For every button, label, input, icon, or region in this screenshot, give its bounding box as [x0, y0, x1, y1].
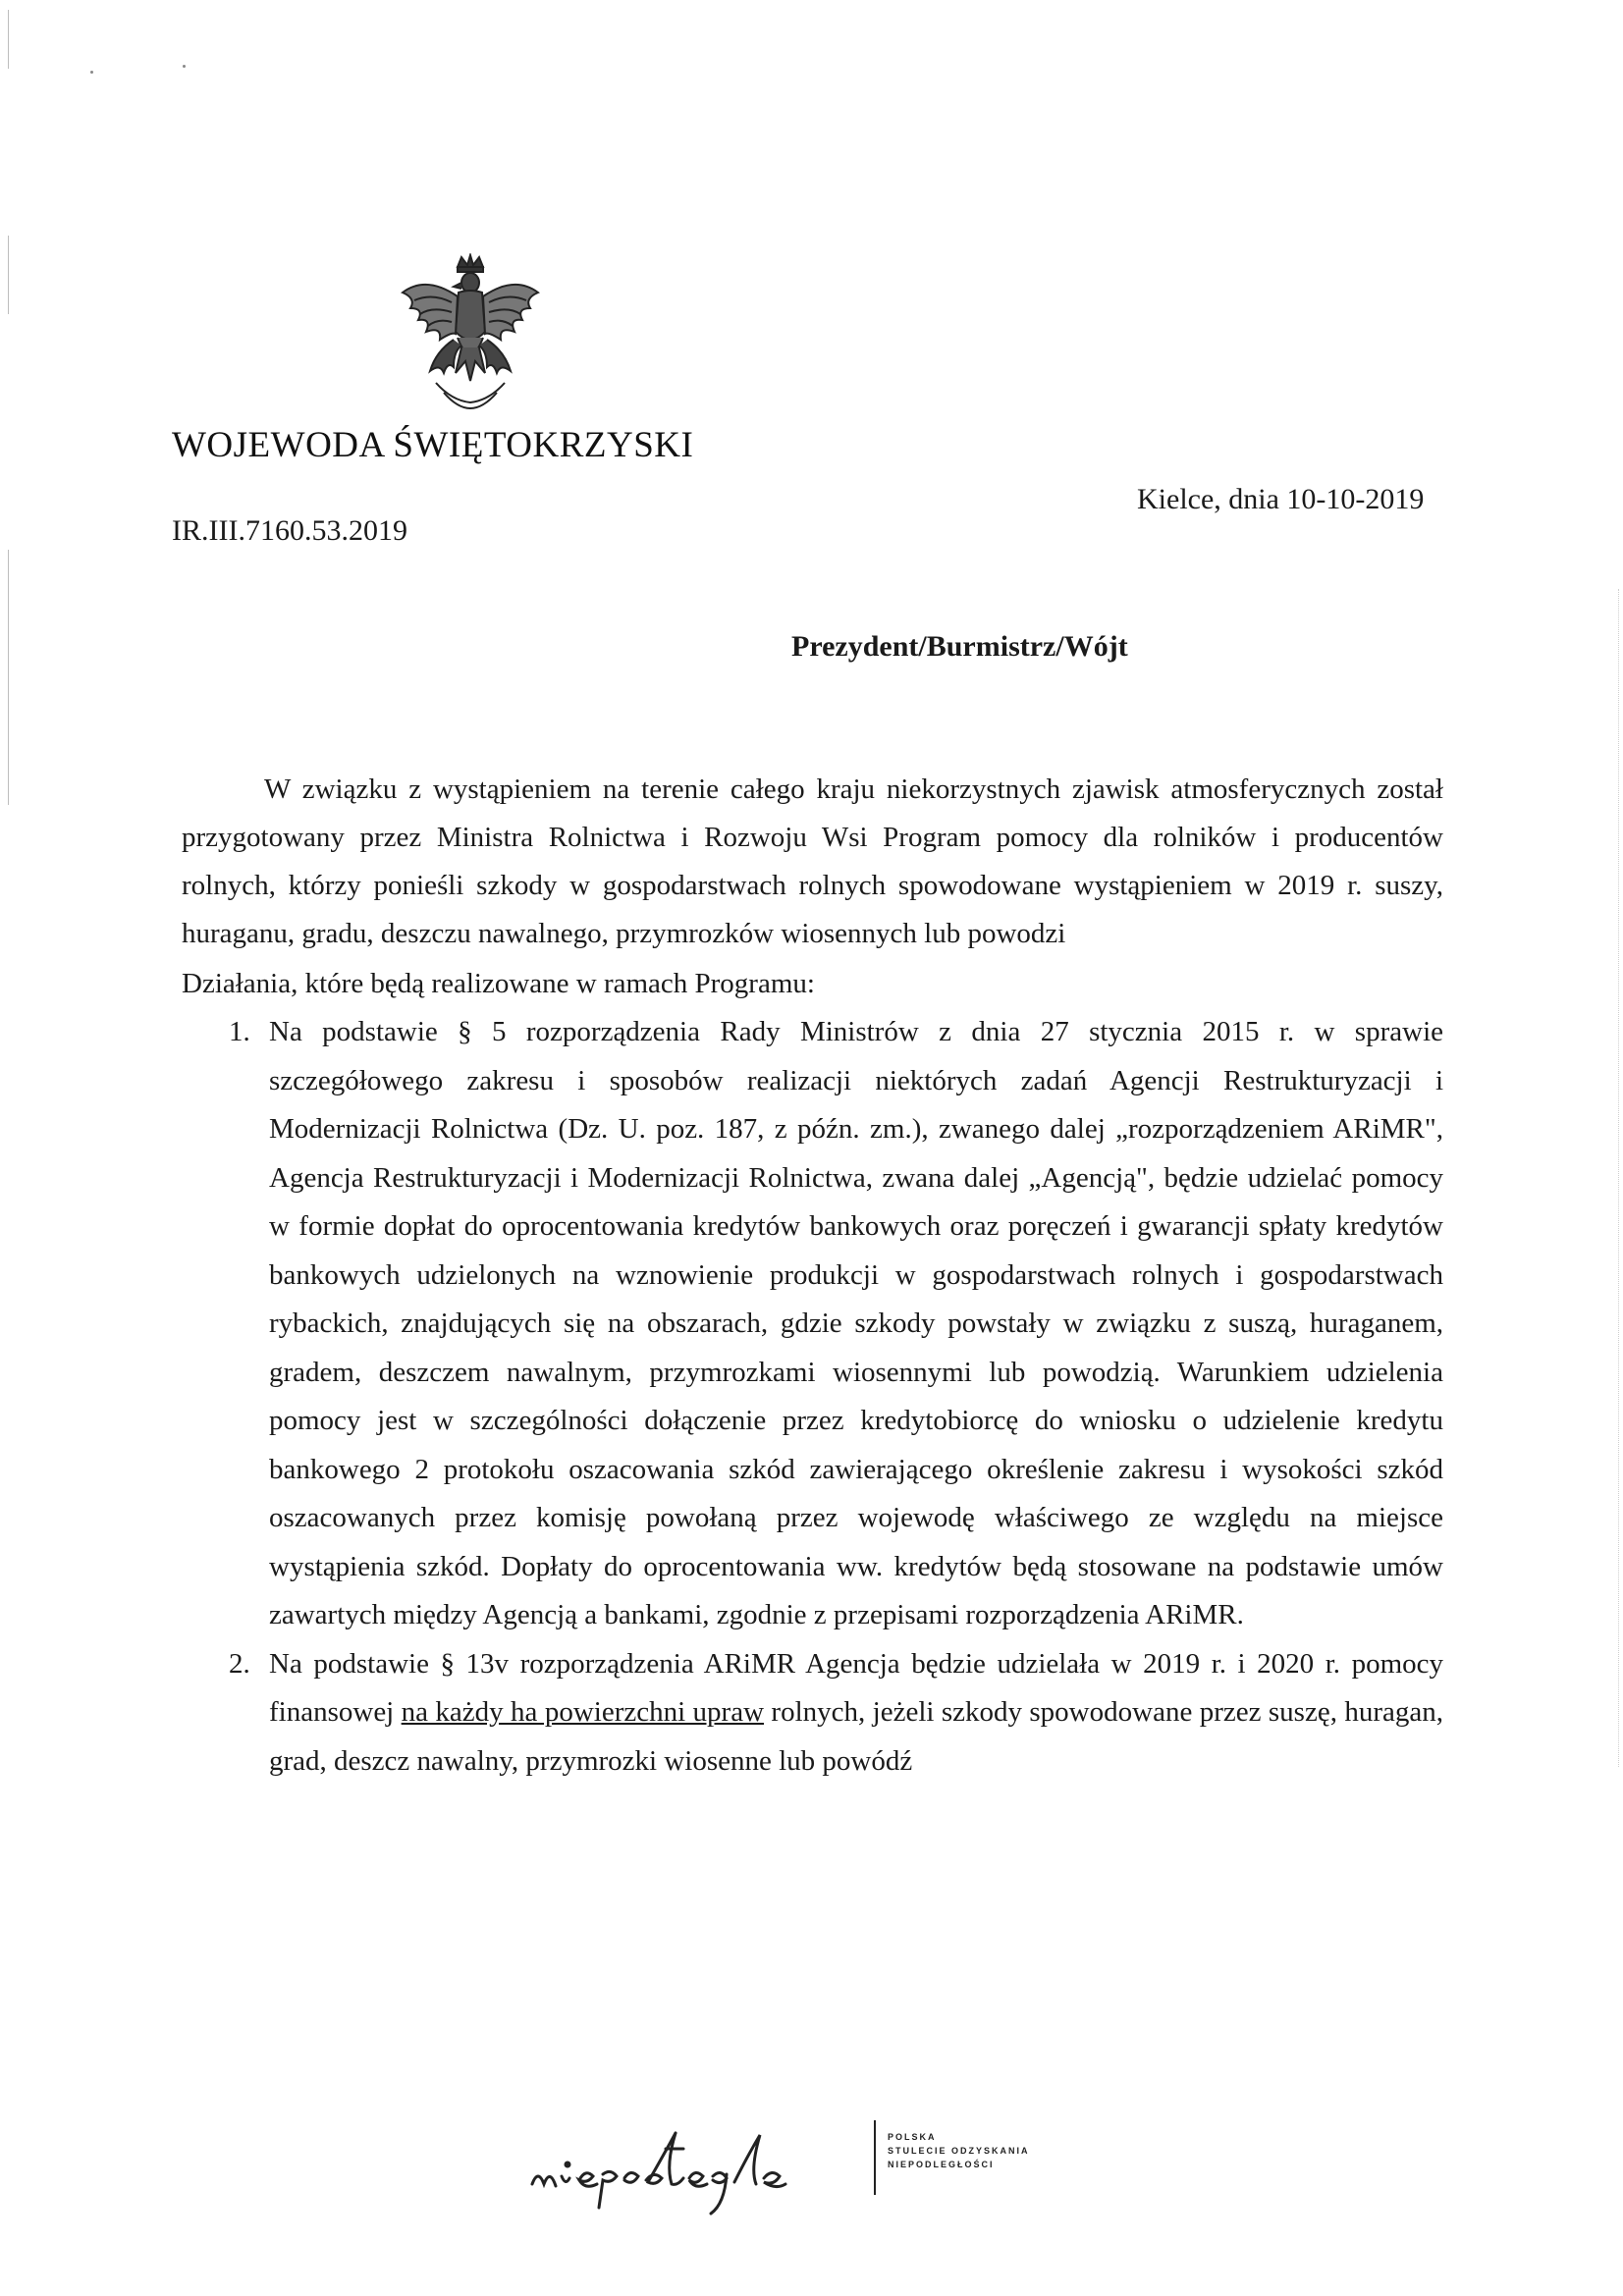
list-item	[182, 1640, 1443, 1787]
list-item	[182, 1008, 1443, 1640]
letter-body	[182, 766, 1443, 1786]
addressee: Prezydent/Burmistrz/Wójt	[791, 630, 1128, 663]
issuing-authority: WOJEWODA ŚWIĘTOKRZYSKI	[172, 425, 694, 465]
scan-edge-line	[8, 550, 9, 805]
actions-list	[182, 1008, 1443, 1786]
niepodlegla-signature	[528, 2125, 862, 2223]
list-item-text	[269, 1640, 1443, 1787]
reference-number: IR.III.7160.53.2019	[172, 514, 407, 547]
list-item-text: Na podstawie § 5 rozporządzenia Rady Ministrów z dnia 27 stycznia 2015 r. w sprawie szczegółowego zakresu i sposobów realizacji niektórych zadań Agencji Restrukturyzacji i Modernizacji Rolnictwa (Dz. U. poz. 187, z późn. zm.), zwanego dalej „rozporządzeniem ARiMR", Agencja Restrukturyzacji i Modernizacji Rolnictwa, zwana dalej „Agencją", będzie udzielać pomocy w formie dopłat do oprocentowania kredytów bankowych oraz poręczeń i gwarancji spłaty kredytów bankowych udzielonych na wznowienie produkcji w gospodarstwach rolnych i gospodarstwach rybackich, znajdujących się na obszarach, gdzie szkody powstały w związku z suszą, huraganem, gradem, deszczem nawalnym, przymrozkami wiosennymi lub powodzią. Warunkiem udzielenia pomocy jest w szczególności dołączenie przez kredytobiorcę do wniosku o udzielenie kredytu bankowego 2 protokołu oszacowania szkód zawierającego określenie zakresu i wysokości szkód oszacowanych przez komisję powołaną przez wojewodę właściwego ze względu na miejsce wystąpienia szkód. Dopłaty do oprocentowania ww. kredytów będą stosowane na podstawie umów zawartych między Agencją a bankami, zgodnie z przepisami rozporządzenia ARiMR.	[269, 1016, 1443, 1630]
scan-speck	[90, 71, 93, 74]
logo-line: STULECIE ODZYSKANIA	[888, 2146, 1030, 2156]
scan-edge-line	[8, 10, 9, 69]
list-item-text-part: Na podstawie § 13v rozporządzenia ARiMR Agencja będzie udzielała w 2019 r. i 2020 r. pomocy finansowej	[269, 1647, 1443, 1728]
opening-paragraph-text: W związku z wystąpieniem na terenie całego kraju niekorzystnych zjawisk atmosferycznych został przygotowany przez Ministra Rolnictwa i Rozwoju Wsi Program pomocy dla rolników i producentów rolnych, którzy ponieśli szkody w gospodarstwach rolnych spowodowane wystąpieniem w 2019 r. suszy, huraganu, gradu, deszczu nawalnego, przymrozków wiosennych lub powodzi	[182, 774, 1443, 949]
place-and-date: Kielce, dnia 10-10-2019	[1137, 483, 1425, 515]
list-item-number: 1.	[229, 1016, 250, 1047]
scan-edge-dots	[1617, 589, 1619, 1767]
scan-speck	[183, 65, 186, 68]
list-item-number: 2.	[229, 1647, 250, 1680]
actions-intro: Działania, które będą realizowane w ramach Programu:	[182, 968, 815, 999]
logo-line: POLSKA	[888, 2132, 937, 2142]
centenary-logo	[888, 2130, 1030, 2171]
opening-paragraph	[182, 766, 1443, 958]
logo-line: NIEPODLEGŁOŚCI	[888, 2160, 995, 2169]
underlined-phrase: na każdy ha powierzchni upraw	[401, 1696, 765, 1728]
footer-divider	[874, 2120, 876, 2195]
polish-eagle-emblem	[397, 253, 544, 412]
scan-edge-line	[8, 236, 9, 314]
list-item-text-part: rolnych, jeżeli szkody spowodowane przez suszę, huragan, grad, deszcz nawalny, przymrozki wiosenne lub powódź	[269, 1696, 1443, 1777]
